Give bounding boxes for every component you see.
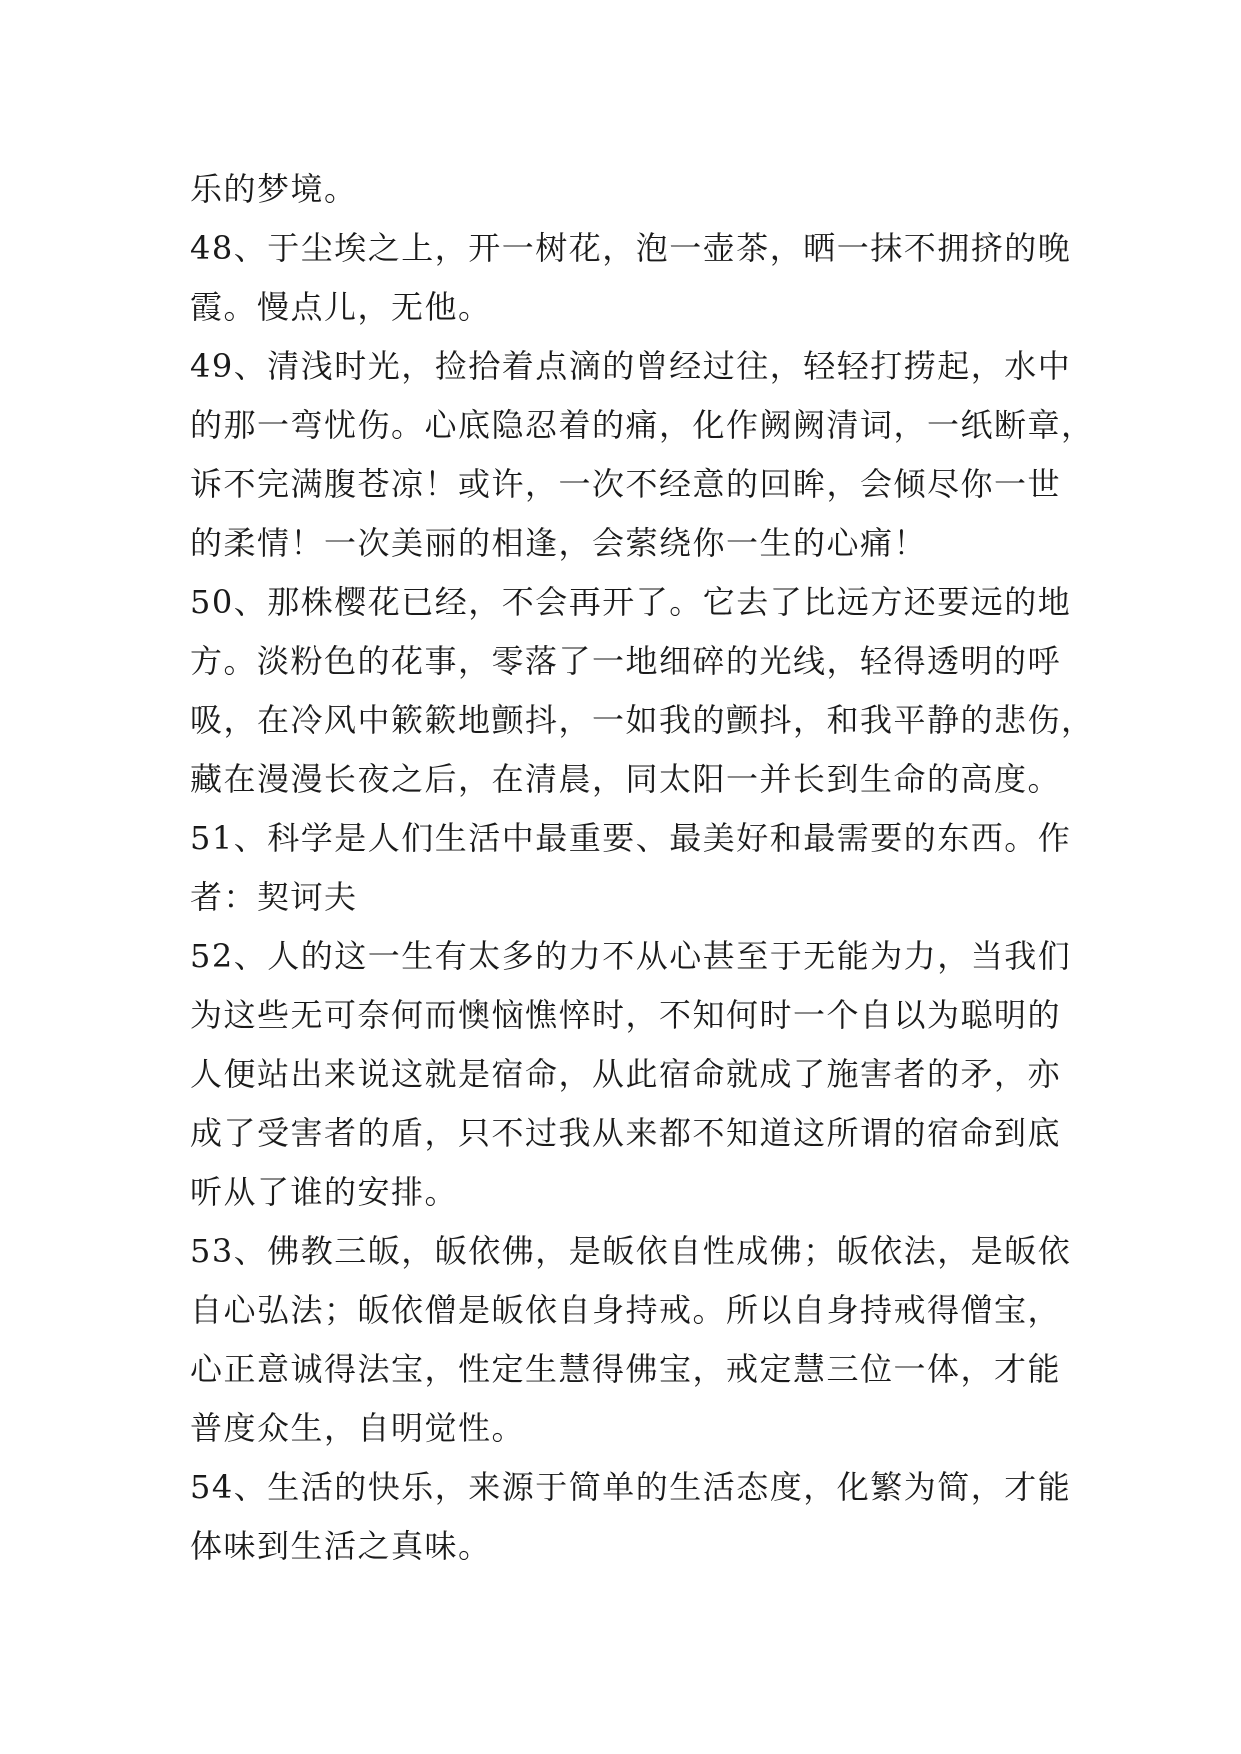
text-line: 者：契诃夫 — [190, 878, 358, 916]
text-line: 听从了谁的安排。 — [190, 1173, 459, 1211]
text-line: 乐的梦境。 — [190, 170, 358, 208]
text-line: 体味到生活之真味。 — [190, 1527, 492, 1565]
text-line: 的那一弯忧伤。心底隐忍着的痛，化作阙阙清词，一纸断章， — [190, 406, 1095, 444]
text-line: 为这些无可奈何而懊恼憔悴时，不知何时一个自以为聪明的 — [190, 996, 1062, 1034]
text-line: 成了受害者的盾，只不过我从来都不知道这所谓的宿命到底 — [190, 1114, 1062, 1152]
text-line: 诉不完满腹苍凉！或许，一次不经意的回眸，会倾尽你一世 — [190, 465, 1062, 503]
text-line: 的柔情！一次美丽的相逢，会萦绕你一生的心痛！ — [190, 524, 928, 562]
text-line: 方。淡粉色的花事，零落了一地细碎的光线，轻得透明的呼 — [190, 642, 1062, 680]
text-line: 54、生活的快乐，来源于简单的生活态度，化繁为简，才能 — [190, 1468, 1072, 1506]
text-line: 49、清浅时光，捡拾着点滴的曾经过往，轻轻打捞起，水中 — [190, 347, 1072, 385]
text-line: 藏在漫漫长夜之后，在清晨，同太阳一并长到生命的高度。 — [190, 760, 1062, 798]
text-line: 48、于尘埃之上，开一树花，泡一壶茶，晒一抹不拥挤的晚 — [190, 229, 1072, 267]
text-line: 50、那株樱花已经，不会再开了。它去了比远方还要远的地 — [190, 583, 1072, 621]
text-line: 53、佛教三皈，皈依佛，是皈依自性成佛；皈依法，是皈依 — [190, 1232, 1072, 1270]
text-line: 吸，在冷风中簌簌地颤抖，一如我的颤抖，和我平静的悲伤， — [190, 701, 1095, 739]
text-line: 自心弘法；皈依僧是皈依自身持戒。所以自身持戒得僧宝， — [190, 1291, 1062, 1329]
text-line: 霞。慢点儿，无他。 — [190, 288, 492, 326]
document-body — [190, 160, 1095, 1576]
text-line: 心正意诚得法宝，性定生慧得佛宝，戒定慧三位一体，才能 — [190, 1350, 1062, 1388]
text-line: 52、人的这一生有太多的力不从心甚至于无能为力，当我们 — [190, 937, 1072, 975]
text-line: 51、科学是人们生活中最重要、最美好和最需要的东西。作 — [190, 819, 1072, 857]
text-line: 普度众生，自明觉性。 — [190, 1409, 526, 1447]
text-line: 人便站出来说这就是宿命，从此宿命就成了施害者的矛，亦 — [190, 1055, 1062, 1093]
